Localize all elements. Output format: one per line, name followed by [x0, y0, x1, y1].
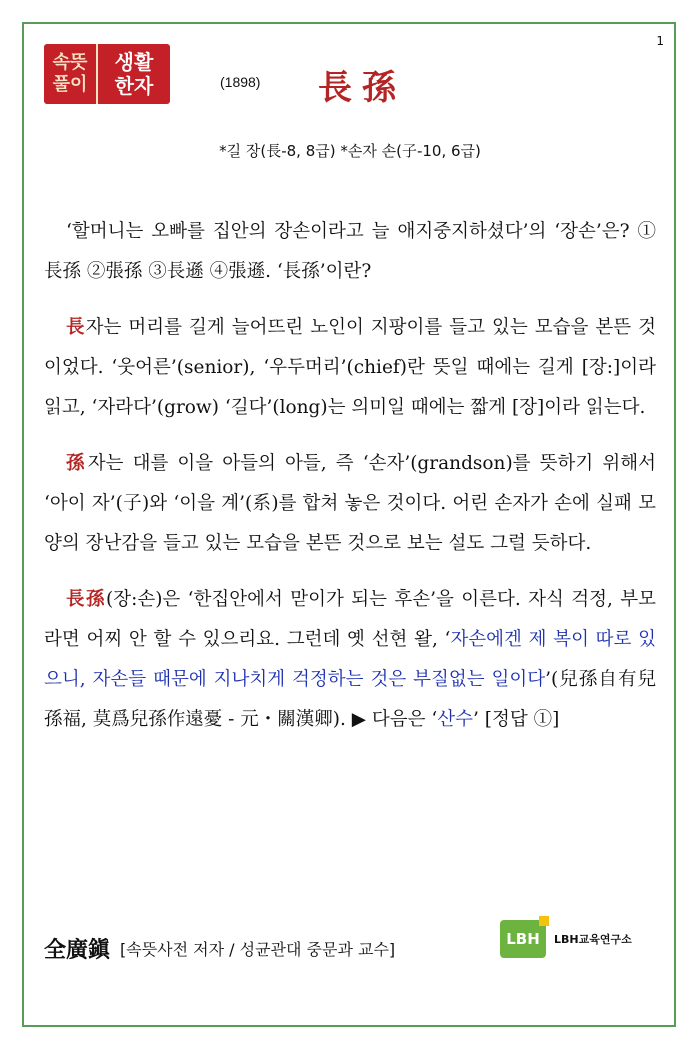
lbh-logo-group — [500, 920, 632, 958]
paragraph-char-son-text: 자는 대를 이을 아들의 아들, 즉 ‘손자’(grandson)를 뜻하기 위해서 ‘아이 자’(子)와 ‘이을 계’(系)를 합쳐 놓은 것이다. 어린 손자가 손에 실패 모양의 장난감을 들고 있는 모습을 본뜬 것으로 보는 설도 그럴 듯하다. — [44, 453, 656, 554]
paragraph-meaning-text2: ’(兒孫自有兒孫福, 莫爲兒孫作遠憂 - 元・關漢卿). ▶ 다음은 ‘ — [44, 669, 656, 730]
logo-left — [44, 44, 96, 104]
author-title: [속뜻사전 저자 / 성균관대 중문과 교수] — [120, 939, 396, 959]
quote-highlight: 자손에겐 제 복이 따로 있으니, 자손들 때문에 지나치게 걱정하는 것은 부질없는 일이다 — [44, 629, 656, 690]
lbh-logo-icon: LBH — [500, 920, 546, 958]
highlight-jangson: 長孫 — [66, 589, 106, 610]
paragraph-meaning-text3: ’ [정답 ①] — [473, 709, 560, 730]
highlight-son: 孫 — [66, 453, 88, 474]
logo-left-line2: 풀이 — [52, 74, 88, 95]
page-title: 長孫 — [318, 68, 406, 108]
paragraph-char-jang-text: 자는 머리를 길게 늘어뜨린 노인이 지팡이를 들고 있는 모습을 본뜬 것이었다. ‘웃어른’(senior), ‘우두머리’(chief)란 뜻일 때에는 길게 [장:]이라 읽고, ‘자라다’(grow) ‘길다’(long)는 의미일 때에는 짧게 [장]이라 읽는다. — [44, 317, 656, 418]
logo-left-line1: 속뜻 — [52, 52, 88, 73]
paragraph-char-jang — [44, 308, 656, 428]
paragraph-question-text: ‘할머니는 오빠를 집안의 장손이라고 늘 애지중지하셨다’의 ‘장손’은? ①長孫 ②張孫 ③長遜 ④張遜. ‘長孫’이란? — [44, 221, 656, 282]
paragraph-char-son — [44, 444, 656, 564]
paragraph-meaning — [44, 580, 656, 740]
logo-right-line1: 생활 — [114, 50, 154, 74]
next-topic-highlight: 산수 — [437, 709, 473, 730]
page-number: 1 — [656, 34, 664, 48]
logo-right-line2: 한자 — [114, 74, 154, 98]
entry-number: (1898) — [220, 74, 261, 90]
character-info: *길 장(長-8, 8급) *손자 손(子-10, 6급) — [219, 142, 481, 160]
author-name: 全廣鎭 — [44, 936, 111, 963]
lbh-label: LBH교육연구소 — [554, 933, 632, 946]
paragraph-meaning-text1: (장:손)은 ‘한집안에서 맏이가 되는 후손’을 이른다. 자식 걱정, 부모라면 어찌 안 할 수 있으리요. 그런데 옛 선현 왈, ‘ — [44, 589, 656, 650]
paragraph-question — [44, 212, 656, 292]
article-body — [44, 212, 656, 756]
logo-right — [96, 44, 170, 104]
logo-badge — [44, 44, 170, 104]
highlight-jang: 長 — [66, 317, 86, 338]
